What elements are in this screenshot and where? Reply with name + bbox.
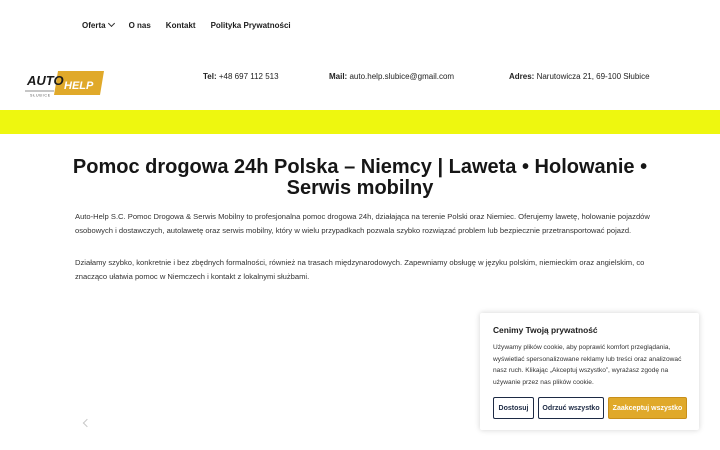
contact-phone[interactable]: [203, 72, 279, 81]
chevron-down-icon: [108, 20, 115, 27]
nav-item-polityka[interactable]: [211, 21, 291, 30]
cookie-title: Cenimy Twoją prywatność: [493, 325, 598, 335]
phone-value: +48 697 112 513: [218, 72, 279, 81]
nav-item-label: Polityka Prywatności: [210, 20, 291, 30]
cookie-banner: [480, 313, 699, 430]
nav-item-label: O nas: [128, 20, 151, 30]
nav-item-label: Kontakt: [165, 20, 196, 30]
logo[interactable]: [24, 68, 106, 98]
reject-all-button[interactable]: Odrzuć wszystko: [538, 397, 604, 419]
nav-item-kontakt[interactable]: [166, 21, 196, 30]
intro-paragraph-1: Auto-Help S.C. Pomoc Drogowa & Serwis Mobilny to profesjonalna pomoc drogowa 24h, działająca na terenie Polski oraz Niemiec. Oferujemy lawetę, holowanie pojazdów osobowych i dostawczych, autolawetę oraz serwis mobilny, który w wielu przypadkach pozwala szybko rozwiązać problem lub bezpiecznie przetransportować pojazd.: [75, 212, 650, 235]
main-nav: [82, 19, 306, 31]
contact-email[interactable]: [329, 72, 454, 81]
nav-item-o-nas[interactable]: [129, 21, 151, 30]
logo-text-sub: SŁUBICE: [30, 93, 51, 98]
page-title: Pomoc drogowa 24h Polska – Niemcy | Laweta • Holowanie • Serwis mobilny: [72, 156, 648, 199]
accept-all-button[interactable]: Zaakceptuj wszystko: [608, 397, 687, 419]
cookie-text: Używamy plików cookie, aby poprawić komfort przeglądania, wyświetlać spersonalizowane reklamy lub treści oraz analizować nasz ruch. Klikając „Akceptuj wszystko”, wyrażasz zgodę na używanie przez nas plików cookie.: [493, 344, 682, 387]
customize-button[interactable]: Dostosuj: [493, 397, 534, 419]
cookie-buttons: [493, 397, 687, 419]
contact-address: [509, 72, 650, 81]
nav-item-label: Oferta: [82, 20, 106, 30]
nav-item-oferta[interactable]: [82, 21, 114, 30]
address-label: Adres:: [509, 72, 535, 81]
logo-text-bottom: HELP: [64, 80, 94, 92]
email-value: auto.help.slubice@gmail.com: [349, 72, 455, 81]
slider-prev-arrow-icon[interactable]: [82, 417, 90, 429]
email-label: Mail:: [329, 72, 348, 81]
phone-label: Tel:: [203, 72, 217, 81]
logo-graphic: [24, 68, 106, 98]
yellow-band: [0, 110, 720, 134]
intro-paragraph-2: Działamy szybko, konkretnie i bez zbędnych formalności, również na trasach międzynarodowych. Zapewniamy obsługę w języku polskim, niemieckim oraz angielskim, co znacząco ułatwia pomoc w Niemczech i kontakt z lokalnymi służbami.: [75, 258, 645, 281]
logo-text-top: AUTO: [27, 73, 64, 88]
address-value: Narutowicza 21, 69-100 Słubice: [536, 72, 650, 81]
